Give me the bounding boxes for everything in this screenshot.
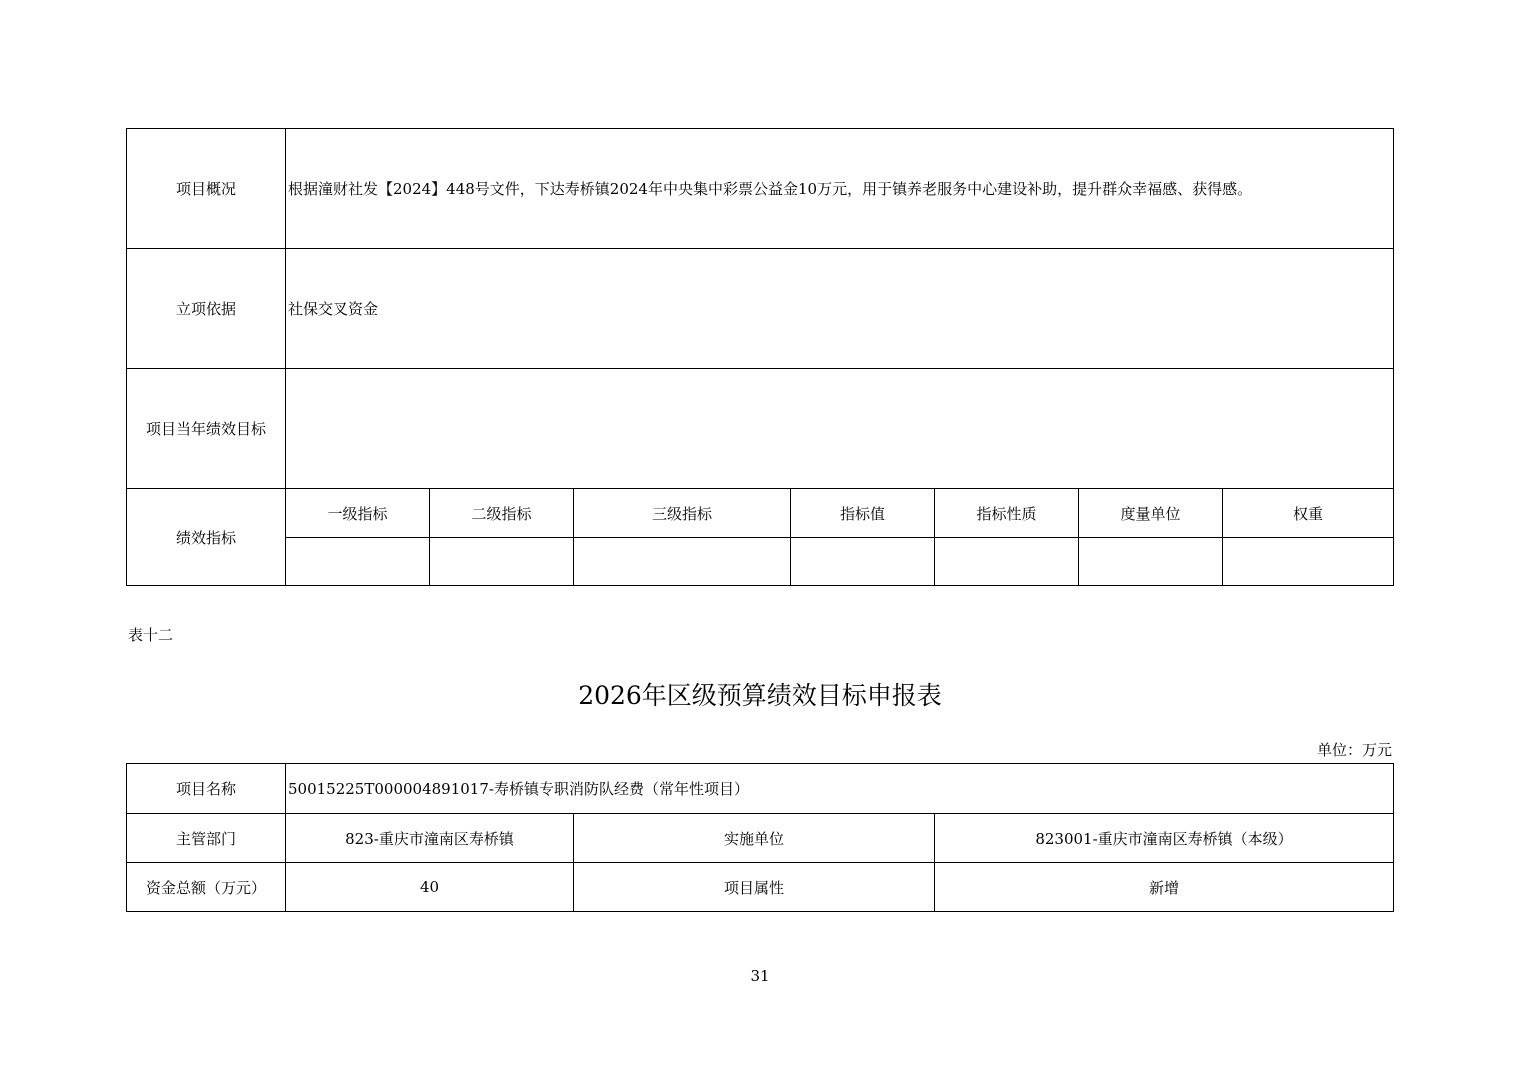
table-label: 表十二 xyxy=(128,626,174,644)
department-label: 主管部门 xyxy=(127,814,286,863)
indicator-cell xyxy=(1079,538,1223,586)
indicator-header-row xyxy=(127,489,1394,538)
funds-row xyxy=(127,863,1394,912)
basis-text: 社保交叉资金 xyxy=(286,249,1394,369)
indicator-cell xyxy=(791,538,935,586)
project-info-table xyxy=(126,763,1394,912)
annual-goal-text xyxy=(286,369,1394,489)
performance-target-table xyxy=(126,128,1394,586)
project-name-value: 50015225T000004891017-寿桥镇专职消防队经费（常年性项目） xyxy=(286,764,1394,814)
indicator-cell xyxy=(286,538,430,586)
attribute-label: 项目属性 xyxy=(574,863,935,912)
indicator-header-level3: 三级指标 xyxy=(574,489,791,538)
indicator-header-weight: 权重 xyxy=(1223,489,1394,538)
project-name-row xyxy=(127,764,1394,814)
unit-label: 单位：万元 xyxy=(1316,741,1392,759)
indicator-header-level2: 二级指标 xyxy=(430,489,574,538)
annual-goal-label: 项目当年绩效目标 xyxy=(127,369,286,489)
indicator-header-value: 指标值 xyxy=(791,489,935,538)
overview-row xyxy=(127,129,1394,249)
basis-label: 立项依据 xyxy=(127,249,286,369)
impl-unit-value: 823001-重庆市潼南区寿桥镇（本级） xyxy=(935,814,1394,863)
basis-row xyxy=(127,249,1394,369)
indicator-cell xyxy=(1223,538,1394,586)
indicators-label: 绩效指标 xyxy=(127,489,286,586)
attribute-value: 新增 xyxy=(935,863,1394,912)
annual-goal-row xyxy=(127,369,1394,489)
total-funds-value: 40 xyxy=(286,863,574,912)
department-row xyxy=(127,814,1394,863)
overview-text: 根据潼财社发【2024】448号文件，下达寿桥镇2024年中央集中彩票公益金10万元，用于镇养老服务中心建设补助，提升群众幸福感、获得感。 xyxy=(286,129,1394,249)
total-funds-label: 资金总额（万元） xyxy=(127,863,286,912)
form-title: 2026年区级预算绩效目标申报表 xyxy=(578,681,942,710)
project-name-label: 项目名称 xyxy=(127,764,286,814)
indicator-header-level1: 一级指标 xyxy=(286,489,430,538)
indicator-cell xyxy=(430,538,574,586)
indicator-cell xyxy=(935,538,1079,586)
page-number: 31 xyxy=(750,967,770,985)
department-value: 823-重庆市潼南区寿桥镇 xyxy=(286,814,574,863)
indicator-cell xyxy=(574,538,791,586)
indicator-header-nature: 指标性质 xyxy=(935,489,1079,538)
impl-unit-label: 实施单位 xyxy=(574,814,935,863)
indicator-empty-row xyxy=(127,538,1394,586)
overview-label: 项目概况 xyxy=(127,129,286,249)
indicator-header-unit: 度量单位 xyxy=(1079,489,1223,538)
